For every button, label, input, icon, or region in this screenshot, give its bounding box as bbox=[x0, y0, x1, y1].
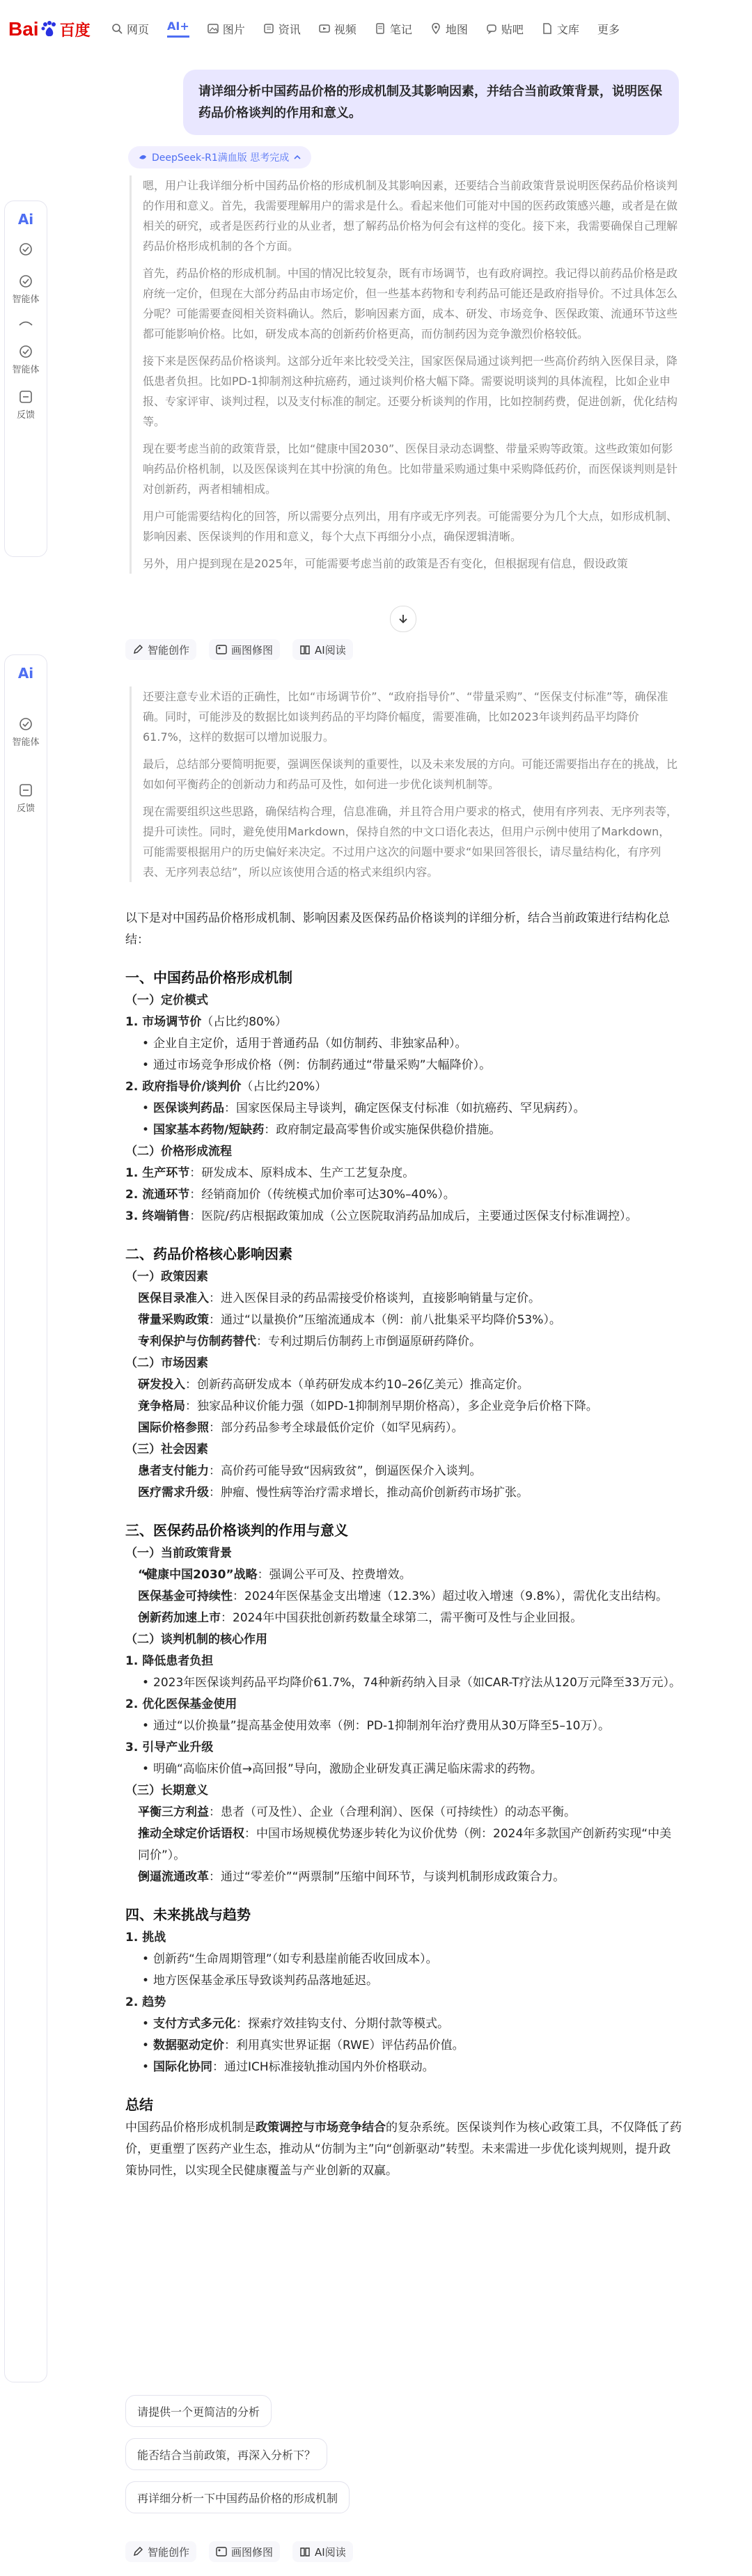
answer-body: 以下是对中国药品价格形成机制、影响因素及医保药品价格谈判的详细分析，结合当前政策进行结构化总结： 一、中国药品价格形成机制 （一）定价模式 1. 市场调节价（占比约80%） • 企业自主定价，适用于普通药品（如仿制药、非独家品种）。 • 通过市场竞争形成价格（例：仿制药通过“带量采购”大幅降价）。 2. 政府指导价/谈判价（占比约20%） • 医保谈判药品：国家医保局主导谈判，确定医保支付标准（如抗癌药、罕见病药）。 • 国家基本药物/短缺药：政府制定最高零售价或实施保供稳价措施。 （二）价格形成流程 1. 生产环节：研发成本、原料成本、生产工艺复杂度。 2. 流通环节：经销商加价（传统模式加价率可达30%–40%）。 3. 终端销售：医院/药店根据政策加成（公立医院取消药品加成后，主要通过医保支付标准调控）。 二、药品价格核心影响因素 （一）政策因素 • 医保目录准入：进入医保目录的药品需接受价格谈判，直接影响销量与定价。 • 带量采购政策：通过“以量换价”压缩流通成本（例：前八批集采平均降价53%）。 • 专利保护与仿制药替代：专利过期后仿制药上市倒逼原研药降价。 （二）市场因素 • 研发投入：创新药高研发成本（单药研发成本约10–26亿美元）推高定价。 • 竞争格局：独家品种议价能力强（如PD-1抑制剂早期价格高），多企业竞争后价格下降。 • 国际价格参照：部分药品参考全球最低价定价（如罕见病药）。 （三）社会因素 • 患者支付能力：高价药可能导致“因病致贫”，倒逼医保介入谈判。 • 医疗需求升级：肿瘤、慢性病等治疗需求增长，推动高价创新药市场扩张。 三、医保药品价格谈判的作用与意义 （一）当前政策背景 • “健康中国2030”战略：强调公平可及、控费增效。 • 医保基金可持续性：2024年医保基金支出增速（12.3%）超过收入增速（9.8%），需优化支出结构。 • 创新药加速上市：2024年中国获批创新药数量全球第二，需平衡可及性与企业回报。 （二）谈判机制的核心作用 1. 降低患者负担 • 2023年医保谈判药品平均降价61.7%，74种新药纳入目录（如CAR-T疗法从120万元降至33万元）。 2. 优化医保基金使用 • 通过“以价换量”提高基金使用效率（例：PD-1抑制剂年治疗费用从30万降至5–10万）。 3. 引导产业升级 • 明确“高临床价值→高回报”导向，激励企业研发真正满足临床需求的药物。 （三）长期意义 • 平衡三方利益：患者（可及性）、企业（合理利润）、医保（可持续性）的动态平衡。 • 推动全球定价话语权：中国市场规模优势逐步转化为议价优势（例：2024年多款国产创新药实现“中美同价”）。 • 倒逼流通改革：通过“零差价”“两票制”压缩中间环节，与谈判机制形成政策合力。 四、未来挑战与趋势 1. 挑战 • 创新药“生命周期管理”（如专利悬崖前能否收回成本）。 • 地方医保基金承压导致谈判药品落地延迟。 2. 趋势 • 支付方式多元化：探索疗效挂钩支付、分期付款等模式。 • 数据驱动定价：利用真实世界证据（RWE）评估药品价值。 • 国际化协同：通过ICH标准接轨推动国内外价格联动。 总结 中国药品价格形成机制是政策调控与市场竞争结合的复杂系统。医保谈判作为核心政策工具，不仅降低了药价，更重塑了医药产业生态，推动从“仿制为主”向“创新驱动”转型。未来需进一步优化谈判规则，提升政策协同性，以实现全民健康覆盖与产业创新的双赢。 bbox=[125, 908, 682, 2182]
read-button[interactable]: AI阅读 bbox=[292, 2541, 353, 2562]
left-sidebar bbox=[4, 201, 47, 557]
list-item: • 医疗需求升级：肿瘤、慢性病等治疗需求增长，推动高价创新药市场扩张。 bbox=[125, 1482, 682, 1504]
arrow-down-icon bbox=[398, 613, 409, 625]
sidebar-feedback[interactable]: 反馈 bbox=[17, 389, 35, 421]
think-paragraph: 另外，用户提到现在是2025年，可能需要考虑当前的政策是否有变化，但根据现有信息，假设政策 bbox=[143, 557, 628, 570]
tab-wenku[interactable]: 文库 bbox=[542, 19, 579, 38]
summary-text: 中国药品价格形成机制是政策调控与市场竞争结合的复杂系统。医保谈判作为核心政策工具，不仅降低了药价，更重塑了医药产业生态，推动从“仿制为主”向“创新驱动”转型。未来需进一步优化谈判规则，提升政策协同性，以实现全民健康覆盖与产业创新的双赢。 bbox=[125, 2121, 682, 2178]
think-paragraph: 现在要考虑当前的政策背景，比如“健康中国2030”、医保目录动态调整、带量采购等政策。这些政策如何影响药品价格机制，以及医保谈判在其中扮演的角色。比如带量采购通过集中采购降低药价，而医保谈判则是针对创新药，两者相辅相成。 bbox=[143, 442, 678, 496]
logo-text-right: 百度 bbox=[59, 22, 91, 40]
suggestion-chip[interactable]: 再详细分析一下中国药品价格的形成机制 bbox=[125, 2481, 350, 2513]
list-item: • 国际化协同：通过ICH标准接轨推动国内外价格联动。 bbox=[125, 2057, 682, 2078]
agent-icon bbox=[18, 344, 33, 359]
feedback-icon bbox=[18, 389, 33, 405]
list-item: • “健康中国2030”战略：强调公平可及、控费增效。 bbox=[125, 1564, 682, 1586]
subsection-title: （二）价格形成流程 bbox=[125, 1145, 232, 1159]
scroll-down-button[interactable] bbox=[390, 606, 416, 632]
list-item: • 竞争格局：独家品种议价能力强（如PD-1抑制剂早期价格高），多企业竞争后价格下降。 bbox=[125, 1396, 682, 1417]
list-heading: 3. 引导产业升级 bbox=[125, 1741, 214, 1754]
feedback-icon bbox=[18, 783, 33, 798]
tab-news[interactable]: 资讯 bbox=[263, 19, 301, 38]
tieba-icon bbox=[486, 23, 497, 34]
book-icon bbox=[299, 644, 311, 655]
list-item: • 倒逼流通改革：通过“零差价”“两票制”压缩中间环节，与谈判机制形成政策合力。 bbox=[125, 1867, 682, 1888]
sidebar-item-agent[interactable] bbox=[18, 242, 33, 260]
wave-icon bbox=[18, 319, 33, 327]
list-item: • 专利保护与仿制药替代：专利过期后仿制药上市倒逼原研药降价。 bbox=[125, 1331, 682, 1353]
subsection-title: （一）政策因素 bbox=[125, 1270, 208, 1284]
badge-label: DeepSeek-R1满血版 思考完成 bbox=[152, 152, 290, 164]
tab-images[interactable]: 图片 bbox=[207, 19, 245, 38]
list-item: • 带量采购政策：通过“以量换价”压缩流通成本（例：前八批集采平均降价53%）。 bbox=[125, 1310, 682, 1331]
draw-button[interactable]: 画图修图 bbox=[209, 639, 280, 660]
ai-icon: Ai bbox=[17, 665, 34, 682]
agent-icon bbox=[18, 716, 33, 732]
draw-button[interactable]: 画图修图 bbox=[209, 2541, 280, 2562]
section-title: 三、医保药品价格谈判的作用与意义 bbox=[125, 1522, 348, 1539]
list-item: 1. 生产环节：研发成本、原料成本、生产工艺复杂度。 bbox=[125, 1166, 415, 1180]
tab-notes[interactable]: 笔记 bbox=[375, 19, 412, 38]
list-item: • 患者支付能力：高价药可能导致“因病致贫”，倒逼医保介入谈判。 bbox=[125, 1461, 682, 1482]
paw-icon bbox=[40, 20, 58, 38]
think-paragraph: 最后，总结部分要简明扼要，强调医保谈判的重要性，以及未来发展的方向。可能还需要指出存在的挑战，比如如何平衡药企的创新动力和药品可及性，如何进一步优化谈判机制等。 bbox=[143, 757, 678, 791]
answer-intro: 以下是对中国药品价格形成机制、影响因素及医保药品价格谈判的详细分析，结合当前政策进行结构化总结： bbox=[125, 911, 670, 947]
list-item: • 通过“以价换量”提高基金使用效率（例：PD-1抑制剂年治疗费用从30万降至5–10万）。 bbox=[125, 1715, 682, 1737]
video-icon bbox=[319, 23, 330, 34]
tab-map[interactable]: 地图 bbox=[430, 19, 468, 38]
sidebar-ai[interactable] bbox=[18, 211, 33, 228]
top-nav bbox=[0, 0, 752, 58]
list-item: • 地方医保基金承压导致谈判药品落地延迟。 bbox=[125, 1970, 682, 1992]
list-item: • 2023年医保谈判药品平均降价61.7%，74种新药纳入目录（如CAR-T疗法从120万元降至33万元）。 bbox=[125, 1672, 682, 1694]
ai-icon: Ai bbox=[17, 211, 34, 228]
thinking-block bbox=[130, 175, 680, 574]
search-icon bbox=[111, 23, 123, 34]
tab-more[interactable]: 更多 bbox=[597, 22, 620, 36]
think-paragraph: 还要注意专业术语的正确性，比如“市场调节价”、“政府指导价”、“带量采购”、“医保支付标准”等，确保准确。同时，可能涉及的数据比如谈判药品的平均降价幅度，需要准确，比如2023年谈判药品平均降价61.7%，这样的数据可以增加说服力。 bbox=[143, 690, 668, 744]
subsection-title: （二）谈判机制的核心作用 bbox=[125, 1633, 267, 1647]
note-icon bbox=[375, 23, 386, 34]
sidebar-item-agent-4[interactable]: 智能体 bbox=[12, 716, 39, 748]
agent-icon bbox=[18, 242, 33, 257]
list-item: • 平衡三方利益：患者（可及性）、企业（合理利润）、医保（可持续性）的动态平衡。 bbox=[125, 1802, 682, 1823]
list-item: • 创新药“生命周期管理”（如专利悬崖前能否收回成本）。 bbox=[125, 1949, 682, 1970]
doc-icon bbox=[542, 23, 553, 34]
subsection-title: （三）社会因素 bbox=[125, 1443, 208, 1456]
pen-icon bbox=[132, 644, 143, 655]
think-paragraph: 嗯，用户让我详细分析中国药品价格的形成机制及其影响因素，还要结合当前政策背景说明医保药品价格谈判的作用和意义。首先，我需要理解用户的需求是什么。看起来他们可能对中国的医药政策感兴趣，或者是在做相关的研究，或者是医药行业的从业者，想了解药品价格为何会有这样的变化。接下来，我需要确保自己理解药品价格形成机制的各个方面。 bbox=[143, 179, 678, 253]
action-toolbar bbox=[125, 639, 353, 660]
logo-text-left: Bai bbox=[8, 18, 39, 40]
sidebar-item-agent-3[interactable]: 智能体 bbox=[12, 344, 39, 375]
action-toolbar-bottom bbox=[125, 2541, 353, 2562]
tab-web[interactable]: 网页 bbox=[111, 19, 149, 38]
tab-ai[interactable]: AI+ bbox=[167, 19, 189, 38]
book-icon bbox=[299, 2546, 311, 2557]
list-item: • 国际价格参照：部分药品参考全球最低价定价（如罕见病药）。 bbox=[125, 1417, 682, 1439]
list-item: 2. 流通环节：经销商加价（传统模式加价率可达30%–40%）。 bbox=[125, 1188, 455, 1202]
suggestion-chip[interactable]: 请提供一个更简洁的分析 bbox=[125, 2395, 272, 2427]
thinking-badge[interactable] bbox=[128, 146, 311, 168]
nav-tabs bbox=[111, 19, 620, 38]
pen-icon bbox=[132, 2546, 143, 2557]
sidebar-item-wave[interactable] bbox=[18, 319, 33, 330]
subsection-title: （二）市场因素 bbox=[125, 1356, 208, 1370]
subsection-title: （三）长期意义 bbox=[125, 1784, 208, 1798]
list-item: • 支付方式多元化：探索疗效挂钩支付、分期付款等模式。 bbox=[125, 2013, 682, 2035]
list-heading: 2. 优化医保基金使用 bbox=[125, 1697, 237, 1711]
list-item: • 创新药加速上市：2024年中国获批创新药数量全球第二，需平衡可及性与企业回报。 bbox=[125, 1608, 682, 1629]
baidu-logo[interactable] bbox=[8, 14, 99, 45]
deepseek-icon bbox=[138, 152, 148, 162]
agent-icon bbox=[18, 274, 33, 289]
sidebar-item-agent-2[interactable]: 智能体 bbox=[12, 274, 39, 305]
news-icon bbox=[263, 23, 274, 34]
image-edit-icon bbox=[216, 2546, 227, 2557]
list-item: • 医保谈判药品：国家医保局主导谈判，确定医保支付标准（如抗癌药、罕见病药）。 bbox=[125, 1098, 682, 1120]
list-item: 3. 终端销售：医院/药店根据政策加成（公立医院取消药品加成后，主要通过医保支付标准调控）。 bbox=[125, 1209, 638, 1223]
list-item: • 研发投入：创新药高研发成本（单药研发成本约10–26亿美元）推高定价。 bbox=[125, 1374, 682, 1396]
list-item: • 医保基金可持续性：2024年医保基金支出增速（12.3%）超过收入增速（9.8%），需优化支出结构。 bbox=[125, 1586, 682, 1608]
list-heading: 1. 降低患者负担 bbox=[125, 1654, 214, 1668]
image-edit-icon bbox=[216, 644, 227, 655]
tab-tieba[interactable]: 贴吧 bbox=[486, 19, 524, 38]
list-item: • 国家基本药物/短缺药：政府制定最高零售价或实施保供稳价措施。 bbox=[125, 1120, 682, 1141]
suggestion-chip[interactable]: 能否结合当前政策，再深入分析下？ bbox=[125, 2438, 327, 2470]
section-title: 一、中国药品价格形成机制 bbox=[125, 969, 292, 986]
subsection-title: （一）定价模式 bbox=[125, 994, 208, 1007]
section-title: 二、药品价格核心影响因素 bbox=[125, 1246, 292, 1262]
sidebar-ai-2[interactable] bbox=[18, 665, 33, 682]
image-icon bbox=[207, 23, 219, 34]
list-item: • 企业自主定价，适用于普通药品（如仿制药、非独家品种）。 bbox=[125, 1033, 682, 1055]
section-title: 四、未来挑战与趋势 bbox=[125, 1906, 251, 1923]
list-item: • 数据驱动定价：利用真实世界证据（RWE）评估药品价值。 bbox=[125, 2035, 682, 2057]
list-item: • 明确“高临床价值→高回报”导向，激励企业研发真正满足临床需求的药物。 bbox=[125, 1759, 682, 1780]
list-item: • 推动全球定价话语权：中国市场规模优势逐步转化为议价优势（例：2024年多款国产创新药实现“中美同价”）。 bbox=[125, 1823, 682, 1867]
think-paragraph: 现在需要组织这些思路，确保结构合理，信息准确，并且符合用户要求的格式，使用有序列表、无序列表等，提升可读性。同时，避免使用Markdown，保持自然的中文口语化表达，但用户示例中使用了Markdown，可能需要根据用户的历史偏好来决定。不过用户这次的问题中要求“如果回答很长，请尽量结构化，有序列表、无序列表总结”，所以应该使用合适的格式来组织内容。 bbox=[143, 805, 678, 879]
left-sidebar-lower bbox=[4, 654, 47, 2382]
think-paragraph: 首先，药品价格的形成机制。中国的情况比较复杂，既有市场调节，也有政府调控。我记得以前药品价格是政府统一定价，但现在大部分药品由市场定价，但一些基本药物和专利药品可能还是政府指导价。不过具体怎么分呢？可能需要查阅相关资料确认。然后，影响因素方面，成本、研发、市场竞争、医保政策、流通环节这些都可能影响价格。比如，研发成本高的创新药价格更高，而仿制药因为竞争激烈价格较低。 bbox=[143, 267, 678, 340]
create-button[interactable]: 智能创作 bbox=[125, 639, 196, 660]
tab-video[interactable]: 视频 bbox=[319, 19, 357, 38]
list-heading: 1. 挑战 bbox=[125, 1931, 166, 1945]
list-heading: 2. 趋势 bbox=[125, 1995, 166, 2009]
thinking-block-continued bbox=[130, 686, 680, 882]
chevron-up-icon bbox=[293, 153, 301, 162]
list-item: • 医保目录准入：进入医保目录的药品需接受价格谈判，直接影响销量与定价。 bbox=[125, 1288, 682, 1310]
map-icon bbox=[430, 23, 441, 34]
think-paragraph: 用户可能需要结构化的回答，所以需要分点列出，用有序或无序列表。可能需要分为几个大点，如形成机制、影响因素、医保谈判的作用和意义，每个大点下再细分小点，确保逻辑清晰。 bbox=[143, 510, 678, 543]
subsection-title: （一）当前政策背景 bbox=[125, 1546, 232, 1560]
read-button[interactable]: AI阅读 bbox=[292, 639, 353, 660]
user-question: 请详细分析中国药品价格的形成机制及其影响因素，并结合当前政策背景，说明医保药品价格谈判的作用和意义。 bbox=[183, 70, 679, 135]
think-paragraph: 接下来是医保药品价格谈判。这部分近年来比较受关注，国家医保局通过谈判把一些高价药纳入医保目录，降低患者负担。比如PD-1抑制剂这种抗癌药，通过谈判价格大幅下降。需要说明谈判的具体流程，比如企业申报、专家评审、谈判过程，以及支付标准的制定。还要分析谈判的作用，比如控制药费，促进创新，优化结构等。 bbox=[143, 354, 678, 428]
summary-title: 总结 bbox=[125, 2096, 153, 2113]
sidebar-feedback-2[interactable]: 反馈 bbox=[17, 783, 35, 814]
create-button[interactable]: 智能创作 bbox=[125, 2541, 196, 2562]
list-item: • 通过市场竞争形成价格（例：仿制药通过“带量采购”大幅降价）。 bbox=[125, 1055, 682, 1076]
